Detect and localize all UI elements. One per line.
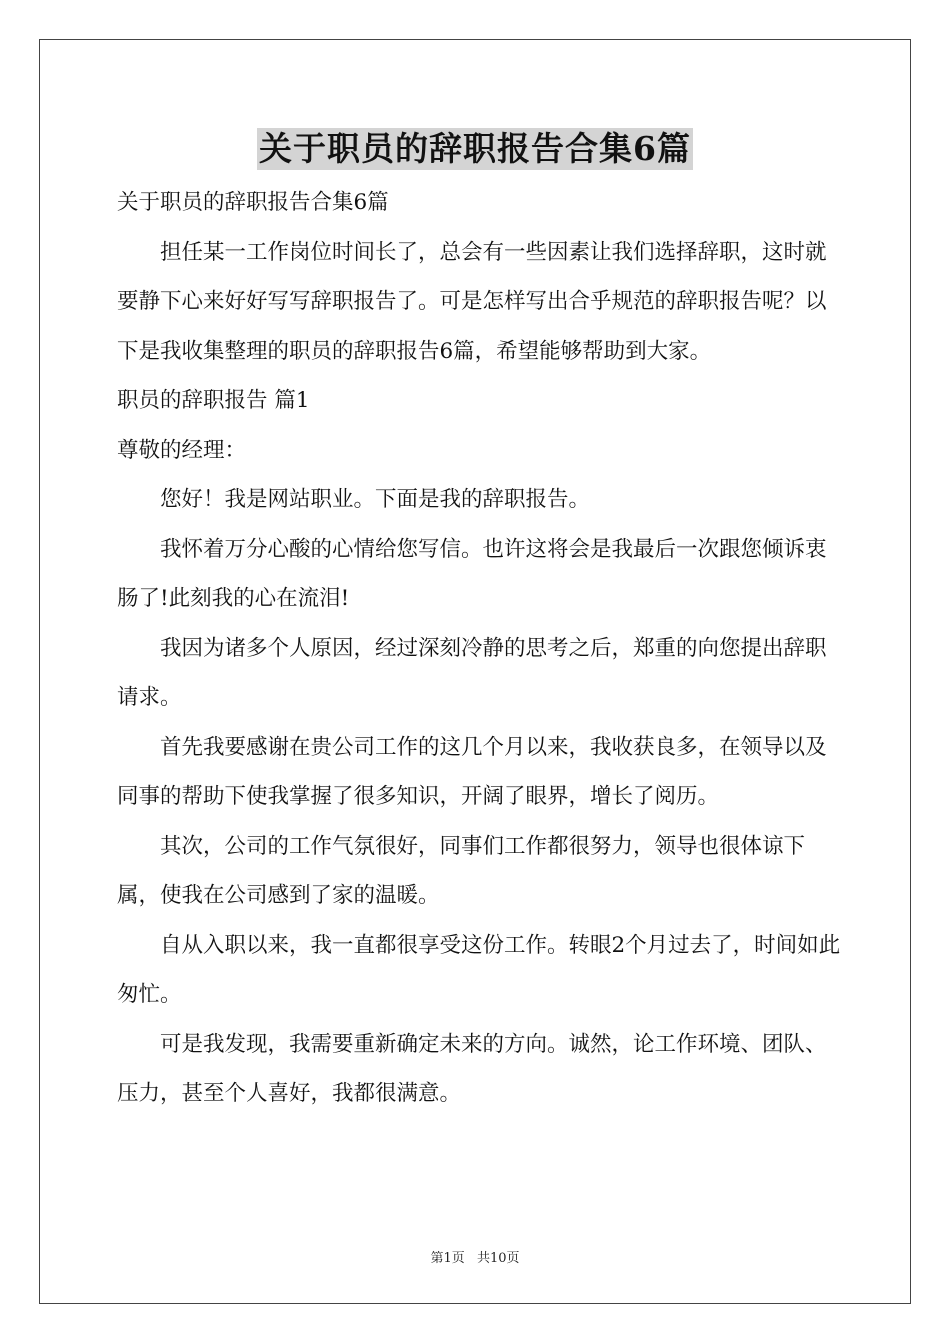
paragraph: 首先我要感谢在贵公司工作的这几个月以来，我收获良多，在领导以及同事的帮助下使我掌握了很多知识，开阔了眼界，增长了阅历。 [117,734,827,809]
paragraph: 可是我发现，我需要重新确定未来的方向。诚然，论工作环境、团队、压力，甚至个人喜好，我都很满意。 [117,1031,827,1106]
page-footer [0,1247,950,1266]
section-heading: 职员的辞职报告 篇1 [117,388,310,413]
paragraph: 您好！我是网站职业。下面是我的辞职报告。 [160,487,591,512]
paragraph: 我因为诸多个人原因，经过深刻冷静的思考之后，郑重的向您提出辞职请求。 [117,635,827,710]
paragraph: 我怀着万分心酸的心情给您写信。也许这将会是我最后一次跟您倾诉衷肠了!此刻我的心在流泪! [117,536,827,611]
salutation: 尊敬的经理： [117,437,247,463]
document-title: 关于职员的辞职报告合集6篇 [259,129,691,168]
paragraph: 担任某一工作岗位时间长了，总会有一些因素让我们选择辞职，这时就要静下心来好好写写辞职报告了。可是怎样写出合乎规范的辞职报告呢？以下是我收集整理的职员的辞职报告6篇，希望能够帮助到大家。 [117,239,827,364]
paragraph: 自从入职以来，我一直都很享受这份工作。转眼2个月过去了，时间如此匆忙。 [117,932,841,1007]
total-pages: 共10页 [476,1251,520,1266]
paragraph: 其次，公司的工作气氛很好，同事们工作都很努力，领导也很体谅下属，使我在公司感到了家的温暖。 [117,833,806,908]
title-wrap [0,128,950,170]
document-body [117,178,847,1119]
paragraph: 关于职员的辞职报告合集6篇 [117,190,389,215]
page-number: 第1页 [430,1251,465,1266]
